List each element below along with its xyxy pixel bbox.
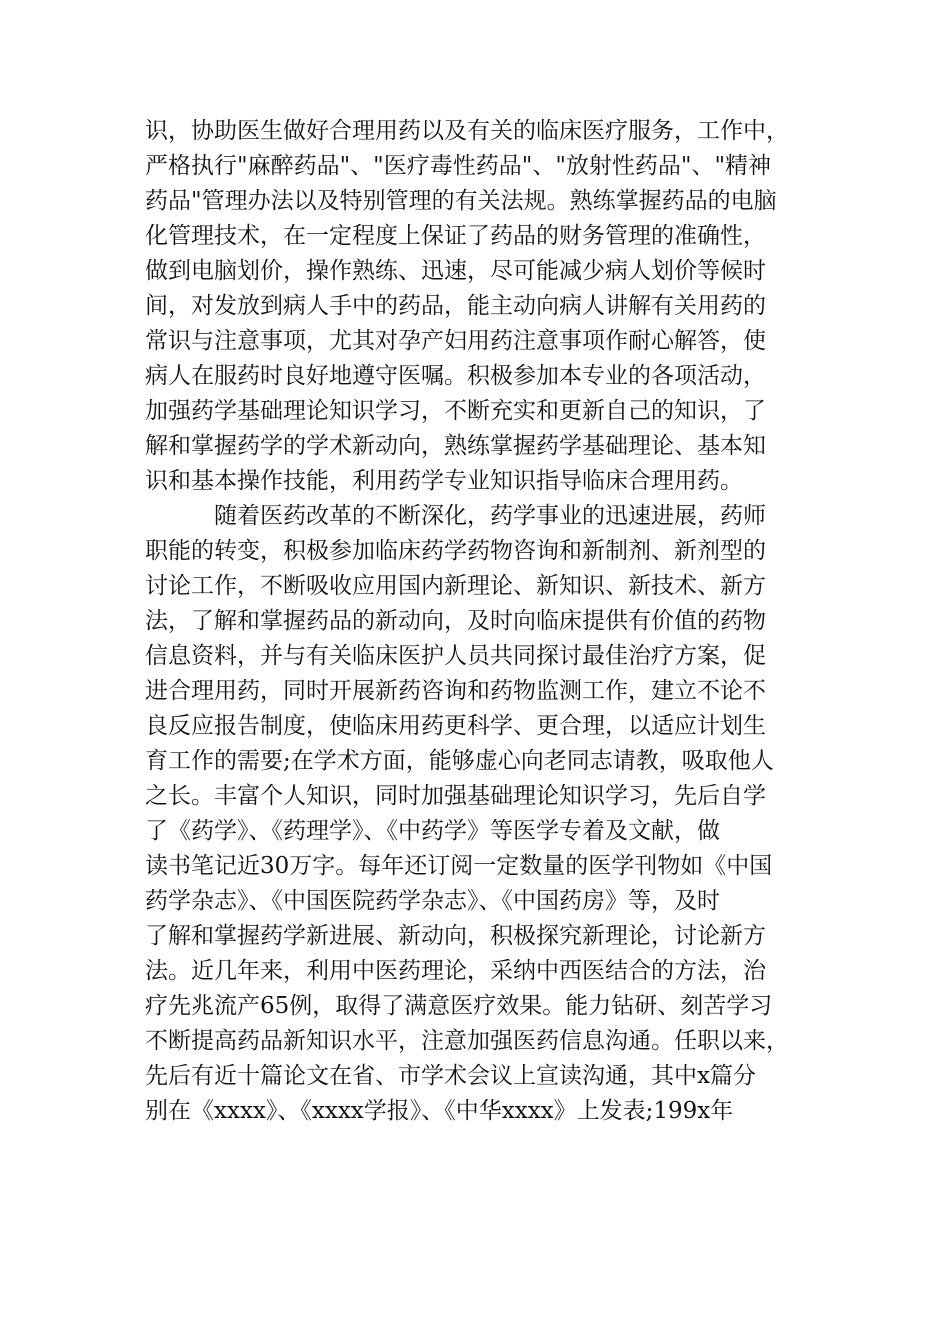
paragraph: [145, 114, 810, 499]
text-line: 病人在服药时良好地遵守医嘱。积极参加本专业的各项活动，: [145, 363, 766, 389]
text-line: 解和掌握药学的学术新动向，熟练掌握药学基础理论、基本知: [145, 433, 766, 459]
text-line: 常识与注意事项，尤其对孕产妇用药注意事项作耐心解答，使: [145, 328, 766, 354]
text-line: 加强药学基础理论知识学习，不断充实和更新自己的知识，了: [145, 398, 766, 424]
text-line: 了《药学》、《药理学》、《中药学》等医学专着及文献，做: [145, 818, 720, 844]
text-line: 别在《xxxx》、《xxxx学报》、《中华xxxx》上发表;199x年: [145, 1098, 734, 1124]
text-line: 法，了解和掌握药品的新动向，及时向临床提供有价值的药物: [145, 608, 766, 634]
text-line: 药品"管理办法以及特别管理的有关法规。熟练掌握药品的电脑: [145, 188, 777, 214]
document-body: [145, 114, 810, 1129]
text-line: 育工作的需要;在学术方面，能够虚心向老同志请教，吸取他人: [145, 748, 774, 774]
text-line: 读书笔记近30万字。每年还订阅一定数量的医学刊物如《中国: [145, 853, 773, 879]
text-line: 化管理技术，在一定程度上保证了药品的财务管理的准确性，: [145, 223, 766, 249]
text-line: 随着医药改革的不断深化，药学事业的迅速进展，药师: [214, 503, 766, 529]
text-line: 严格执行"麻醉药品"、"医疗毒性药品"、"放射性药品"、"精神: [145, 153, 772, 179]
text-line: 药学杂志》、《中国医院药学杂志》、《中国药房》等，及时: [145, 888, 720, 914]
text-line: 先后有近十篇论文在省、市学术会议上宣读沟通，其中x篇分: [145, 1063, 756, 1089]
text-line: 疗先兆流产65例，取得了满意医疗效果。能力钻研、刻苦学习: [145, 993, 773, 1019]
text-line: 职能的转变，积极参加临床药学药物咨询和新制剂、新剂型的: [145, 538, 766, 564]
text-line: 良反应报告制度，使临床用药更科学、更合理，以适应计划生: [145, 713, 766, 739]
text-line: 间，对发放到病人手中的药品，能主动向病人讲解有关用药的: [145, 293, 766, 319]
text-line: 信息资料，并与有关临床医护人员共同探讨最佳治疗方案，促: [145, 643, 766, 669]
text-line: 识，协助医生做好合理用药以及有关的临床医疗服务，工作中，: [145, 118, 789, 144]
text-line: 进合理用药，同时开展新药咨询和药物监测工作，建立不论不: [145, 678, 766, 704]
text-line: 识和基本操作技能，利用药学专业知识指导临床合理用药。: [145, 468, 743, 494]
text-line: 讨论工作，不断吸收应用国内新理论、新知识、新技术、新方: [145, 573, 766, 599]
text-line: 了解和掌握药学新进展、新动向，积极探究新理论，讨论新方: [145, 923, 766, 949]
text-line: 不断提高药品新知识水平，注意加强医药信息沟通。任职以来，: [145, 1028, 789, 1054]
text-line: 法。近几年来，利用中医药理论，采纳中西医结合的方法，治: [145, 958, 766, 984]
text-line: 做到电脑划价，操作熟练、迅速，尽可能减少病人划价等候时: [145, 258, 766, 284]
paragraph: [145, 499, 810, 1129]
text-line: 之长。丰富个人知识，同时加强基础理论知识学习，先后自学: [145, 783, 766, 809]
